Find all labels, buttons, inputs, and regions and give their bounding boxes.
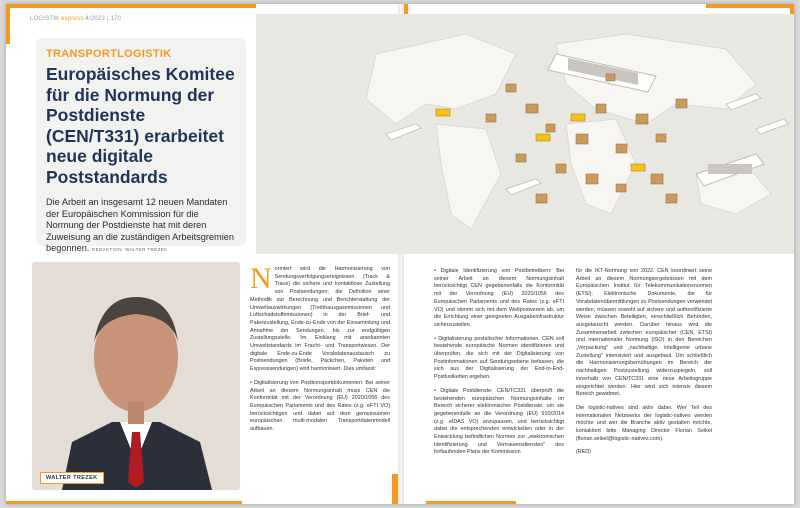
article-byline: REDAKTION: WALTER TREZEK xyxy=(92,247,168,253)
text-column-3 xyxy=(576,268,712,463)
orange-bar-bottom-left xyxy=(6,501,242,504)
drop-cap: N xyxy=(250,262,272,295)
article-headline: Europäisches Komitee für die Normung der Postdienste (CEN/T331) erarbeitet neue digitale Poststandards xyxy=(46,64,235,187)
world-map-icon xyxy=(256,14,794,254)
orange-bar-top-left xyxy=(6,4,256,8)
portrait-photo xyxy=(32,262,240,490)
col2-paragraph-2: • Digitalisierung postalischer Informationen. CEN soll bestehende europäische Normen identifizieren und überprüfen, die sich mit der Digitalisierung von Postinformationen auf Sendungsebene befassen, die sich aus der Digitalisierung der End-to-End-Postlustketten ergeben. xyxy=(434,335,564,381)
col3-paragraph-1: für die IKT-Normung von 2022. CEN koordiniert seine Arbeit an diesem Normungsergebnissen mit dem Europäischen Institut für Telekommunikationsnormen (ETSI). Elektronische Dokumente, die für Vorabdatenübermittlungen zu Postsendungen verwendet werden, müssen sowohl auf sichere und authentifizierte Weise zwischen Beteiligten, einschließlich Behörden, ausgetauscht werden. Darüber hinaus wird die Zusammenarbeit zwischen europäischer (CEN, ETSI) und internationaler Normung (ISO) in den Bereichen „Verpackung" und „nachhaltige, intelligente urbane Zustellung" intensiviert und ausgebaut. Um schließlich die Harmonisierungsbemühungen im Bereich der nachhaltigen Postzustellung widerzuspiegeln, soll innerhalb von CEN/TC331 eine neue Arbeitsgruppe eingerichtet werden. Hier wird sich intensiv diesem Bereich gewidmet. xyxy=(576,268,712,398)
runner-magazine-accent: express xyxy=(59,16,84,22)
col1-paragraph-1 xyxy=(250,262,390,374)
lead-text: Die Arbeit an insgesamt 12 neuen Mandaten der Europäischen Kommission für die Normung der Postdienste hat mit deren Zuweisung an die zuständigen Arbeitsgremien begonnen. xyxy=(46,197,234,254)
col3-paragraph-3: (RED) xyxy=(576,449,591,456)
orange-bar-top-right xyxy=(706,4,794,8)
orange-bar-bottom-right xyxy=(426,501,516,504)
runner-page: 170 xyxy=(110,16,122,22)
orange-bar-spine-right xyxy=(404,4,408,14)
col3-paragraph-2: Die logistic-natives sind aktiv dabei. Wer Teil des internationalen Netzwerks der logistic-natives werden möchte und wer die Branche aktiv gestalten möchte, kontaktiert bitte Managing Director Florian Seikel (florian.seikel@logistic-natives.com). xyxy=(576,404,712,442)
person-portrait-icon xyxy=(32,262,240,490)
col1-paragraph-2: • Digitalisierung von Postkonsportdokumenten: Bei seiner Arbeit an diesem Normungsinhalt muss CEN die Konformität mit der Verordnung (EU) 2020/1056 des Europäischen Parlaments und des Rates (z.g. eFTI VO) berücksichtigen und dabei auf dem gemeinsamen europäischen multi-modalen Transportdatenmodell aufbauen. xyxy=(250,379,390,433)
col2-paragraph-1: • Digitale Identifizierung von Postbetreibern: Bei seiner Arbeit an diesem Normungsinhalt berücksichtigt CEN gegebenenfalls die Konformität mit der Verordnung (EU) 2020/1056 des Europäischen Parlaments und des Rates (z.g. eFTI VO) und stimmt sich mit dem Weltpostverein ab, um die Errichtung einer geeigneten Ausgabeinfrastruktur sicherzustellen. xyxy=(434,268,564,328)
portrait-caption: WALTER TREZEK xyxy=(40,472,104,484)
runner-magazine: LOGISTIK xyxy=(30,16,60,22)
text-column-1 xyxy=(250,262,390,440)
text-column-2 xyxy=(434,268,564,463)
article-kicker: TRANSPORTLOGISTIK xyxy=(46,48,172,60)
running-header xyxy=(30,16,121,22)
headline-box xyxy=(36,38,246,254)
col1-paragraph-1-text: ormiert wird die Harmonisierung von Sendungsverfolgungsereignissen (Track & Trace) die sichere und kontaktlose Zustellung von Postsendungen; die Definition einer Methodik zur Berechnung und Berichterstattung der Umweltauswirkungen (Treibhausgasemissionen und Luftschadstoffemissionen) in der Brief- und Paketzustellung, Ende-zu-Ende von der Einsammlung und Annahme der Sendungen, bis zur endgültigen Zustellungsstelle. Im Einklang mit anerkannten Umweltstandards im Fracht- und Transportwesen. Der digitale Ende-zu-Ende Vorabdatenaustausch zu Postsendungen (Briefe, Päckchen, Paketen und Expresssendungen) wird harmonisiert. Dies umfasst: xyxy=(250,266,390,373)
runner-issue: 4/2023 | xyxy=(83,16,111,22)
orange-bar-left xyxy=(6,4,10,44)
magazine-spread xyxy=(6,4,794,504)
col2-paragraph-3: • Digitale Postdienste: CEN/TC331 überprüft die bestehenden europäischen Normungsinhalte im Bereich sicherer elektronischer Postdienste, um sie gegebenenfalls an die Verordnung (EU) 910/2014 (z.g. eIDAS VO) anzupassen, und berücksichtigt dabei die entsprechenden entwickelten oder in der Entwicklung befindlichen Normen zur „elektronischen Identifizierung und Vertrauensdiensten" des fortlaufenden Plans der Kommission xyxy=(434,387,564,456)
article-lead xyxy=(46,197,236,256)
hero-map-illustration xyxy=(256,14,794,254)
